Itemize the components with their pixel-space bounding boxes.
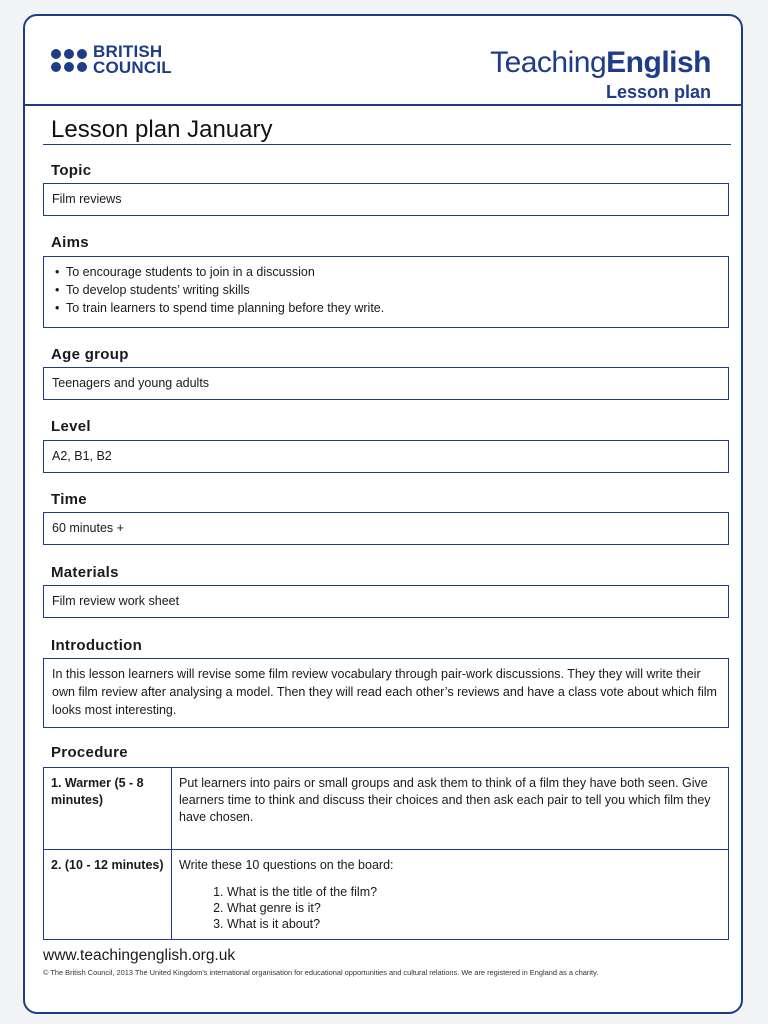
aims-label: Aims bbox=[51, 234, 89, 251]
question-list bbox=[179, 884, 721, 932]
lesson-plan-page bbox=[23, 14, 743, 1014]
table-row bbox=[44, 850, 729, 940]
time-label: Time bbox=[51, 491, 87, 508]
list-item: 1. What is the title of the film? bbox=[227, 884, 721, 900]
teaching-english-brand bbox=[490, 46, 711, 80]
aims-box bbox=[43, 256, 729, 328]
footer-url-link[interactable]: www.teachingenglish.org.uk bbox=[43, 947, 236, 964]
brand-light: Teaching bbox=[490, 46, 607, 79]
time-box: 60 minutes + bbox=[43, 512, 729, 545]
topic-label: Topic bbox=[51, 162, 92, 179]
procedure-text: Put learners into pairs or small groups and ask them to think of a film they have both seen. Give learners time to think and discuss their choices and then ask each pair to tell you which film they have chosen. bbox=[172, 768, 729, 850]
age-group-label: Age group bbox=[51, 346, 129, 363]
procedure-text: Write these 10 questions on the board: bbox=[179, 858, 394, 872]
page-title: Lesson plan January bbox=[51, 116, 273, 143]
procedure-stage: 1. Warmer (5 - 8 minutes) bbox=[44, 768, 172, 850]
topic-box: Film reviews bbox=[43, 183, 729, 216]
materials-label: Materials bbox=[51, 564, 119, 581]
logo-dots-icon bbox=[51, 49, 87, 72]
procedure-table bbox=[43, 767, 729, 940]
brand-bold: English bbox=[606, 46, 711, 79]
aims-item: • To train learners to spend time planning before they write. bbox=[66, 299, 720, 317]
title-divider bbox=[43, 144, 731, 145]
level-label: Level bbox=[51, 418, 91, 435]
procedure-text-cell bbox=[172, 850, 729, 940]
procedure-stage: 2. (10 - 12 minutes) bbox=[44, 850, 172, 940]
list-item: 3. What is it about? bbox=[227, 916, 721, 932]
list-item: 2. What genre is it? bbox=[227, 900, 721, 916]
introduction-label: Introduction bbox=[51, 637, 143, 654]
introduction-box: In this lesson learners will revise some film review vocabulary through pair-work discussions. They they will write their own film review after analysing a model. Then they will read each other’s reviews and have a class vote about which film looks most interesting. bbox=[43, 658, 729, 728]
logo-line-2: COUNCIL bbox=[93, 58, 172, 77]
aims-item: • To encourage students to join in a discussion bbox=[66, 263, 720, 281]
footer-copyright: © The British Council, 2013 The United Kingdom’s international organisation for educational opportunities and cultural relations. We are registered in England as a charity. bbox=[43, 968, 599, 977]
header-subtitle: Lesson plan bbox=[605, 82, 711, 102]
materials-box: Film review work sheet bbox=[43, 585, 729, 618]
logo-line-1: BRITISH bbox=[93, 42, 163, 61]
procedure-label: Procedure bbox=[51, 744, 128, 761]
level-box: A2, B1, B2 bbox=[43, 440, 729, 473]
british-council-logo bbox=[51, 44, 172, 76]
table-row bbox=[44, 768, 729, 850]
age-group-box: Teenagers and young adults bbox=[43, 367, 729, 400]
aims-item: • To develop students’ writing skills bbox=[66, 281, 720, 299]
header-divider bbox=[25, 104, 741, 106]
